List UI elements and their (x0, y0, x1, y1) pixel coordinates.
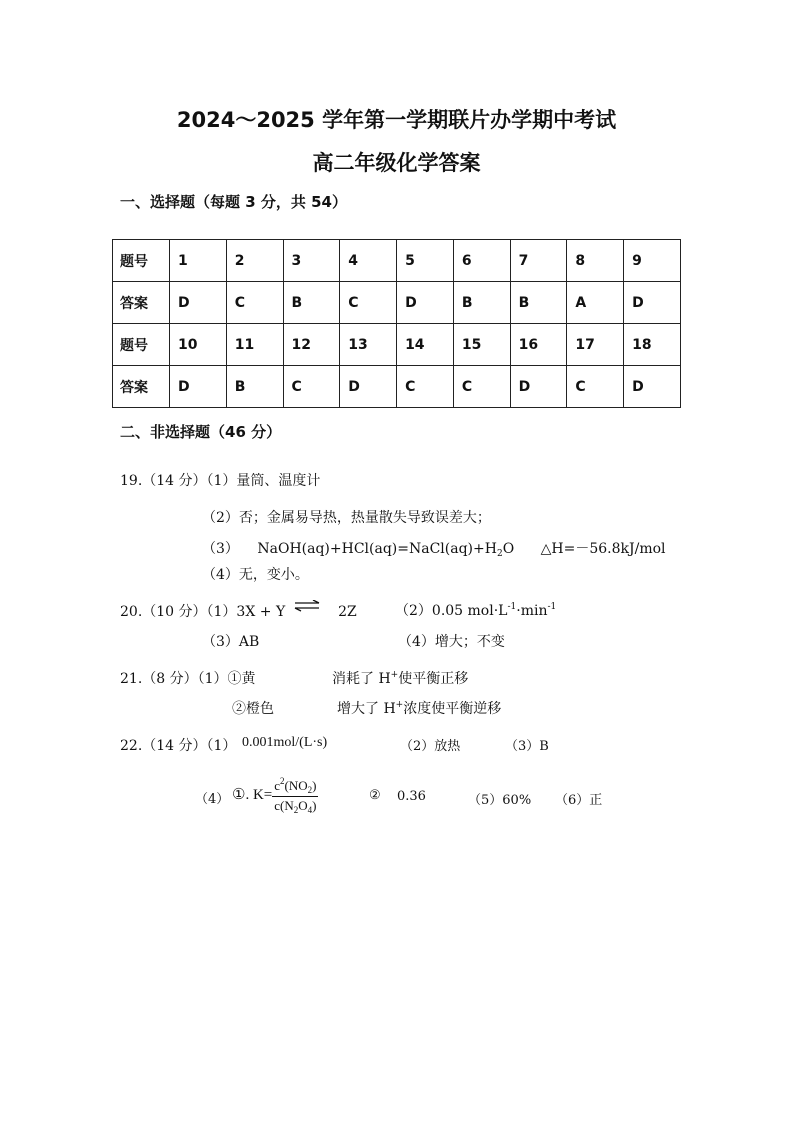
answer-table-cell: 17 (567, 324, 624, 366)
q22-part2-marker: ② (369, 788, 381, 803)
answer-table-cell: D (170, 366, 227, 408)
q22-part2-value: 0.36 (397, 789, 426, 804)
q22-line2-label: （4） (195, 792, 230, 807)
answer-table-cell: D (624, 366, 681, 408)
answer-table-cell: 1 (170, 240, 227, 282)
answer-table-cell: D (510, 366, 567, 408)
answer-table-cell: 5 (397, 240, 454, 282)
q19-equation: $NaOH(aq)+HCl(aq)=NaCl(aq)+H_2O$ (257, 541, 515, 559)
page-title: 2024～2025 学年第一学期联片办学期中考试 (176, 108, 617, 132)
answer-table-cell: D (397, 282, 454, 324)
q22-line1d: （3）B (505, 739, 549, 754)
q20-line2b: （4）增大；不变 (398, 634, 505, 650)
answer-table-cell: 16 (510, 324, 567, 366)
q19-line4: （4）无，变小。 (202, 567, 309, 583)
answer-table-cell: 7 (510, 240, 567, 282)
answer-table-cell: 12 (283, 324, 340, 366)
q19-line3-label: （3） (202, 541, 239, 557)
answer-table-cell: 10 (170, 324, 227, 366)
answer-table-row (113, 366, 681, 408)
answer-table-cell: 18 (624, 324, 681, 366)
q19-line3 (202, 538, 666, 559)
answer-table-cell: C (567, 366, 624, 408)
q22-line1a: 22.（14 分）（1） (120, 738, 237, 754)
answer-table-cell: 6 (453, 240, 510, 282)
q19-line1: 19.（14 分）（1）量筒、温度计 (120, 473, 321, 489)
answer-table-cell: C (340, 282, 397, 324)
row-header: 题号 (113, 240, 170, 282)
answer-table-cell: D (624, 282, 681, 324)
q19-line2: （2）否；金属易导热，热量散失导致误差大； (202, 510, 491, 526)
q22-part6: （6）正 (555, 793, 603, 808)
q21-line1b: 消耗了 H+使平衡正移 (332, 670, 469, 687)
row-header: 答案 (113, 282, 170, 324)
equilibrium-arrow-icon (294, 600, 320, 612)
answer-table-cell: 8 (567, 240, 624, 282)
k-fraction: $\frac{c^2(NO_2)}{c(N_2O_4)}$ (274, 776, 317, 815)
answer-table-cell: 11 (226, 324, 283, 366)
q22-equilibrium-constant: ①. K= $\frac{c^2(NO_2)}{c(N_2O_4)}$ (232, 776, 317, 815)
answer-table-cell: D (170, 282, 227, 324)
answer-table-cell: B (453, 282, 510, 324)
section-non-choice: 二、非选择题（46 分） (120, 423, 282, 441)
answer-table-cell: B (283, 282, 340, 324)
answer-table-row (113, 324, 681, 366)
answer-table-cell: C (283, 366, 340, 408)
answer-table (112, 239, 681, 408)
answer-table-cell: C (453, 366, 510, 408)
answer-table-row (113, 240, 681, 282)
q22-part5: （5）60% (468, 793, 532, 808)
answer-table-cell: 4 (340, 240, 397, 282)
answer-table-cell: C (397, 366, 454, 408)
row-header: 答案 (113, 366, 170, 408)
answer-table-cell: C (226, 282, 283, 324)
answer-table-cell: 13 (340, 324, 397, 366)
row-header: 题号 (113, 324, 170, 366)
page-subtitle: 高二年级化学答案 (312, 151, 481, 175)
answer-table-cell: 15 (453, 324, 510, 366)
section-multiple-choice: 一、选择题（每题 3 分，共 54） (120, 193, 347, 211)
answer-table-cell: 3 (283, 240, 340, 282)
answer-table-cell: A (567, 282, 624, 324)
answer-table-cell: 9 (624, 240, 681, 282)
q22-line1c: （2）放热 (400, 739, 461, 754)
q21-line1a: 21.（8 分）（1）①黄 (120, 671, 256, 687)
answer-table-cell: 14 (397, 324, 454, 366)
q21-line2a: ②橙色 (232, 701, 274, 717)
q19-enthalpy: △H=－56.8kJ/mol (540, 541, 666, 557)
q20-line2a: （3）AB (202, 634, 260, 650)
q20-rate: （2）0.05 $mol\cdot L^{-1}\cdot\min^{-1}$ (395, 602, 557, 619)
answer-table-cell: D (340, 366, 397, 408)
answer-table-cell: B (226, 366, 283, 408)
answer-table-cell: 2 (226, 240, 283, 282)
answer-table-row (113, 282, 681, 324)
q22-rate: 0.001mol/(L·s) (242, 735, 328, 750)
answer-table-cell: B (510, 282, 567, 324)
q21-line2b: 增大了 H+浓度使平衡逆移 (337, 700, 502, 717)
q20-line1: 20.（10 分）（1）3X + Y 2Z (120, 600, 357, 621)
